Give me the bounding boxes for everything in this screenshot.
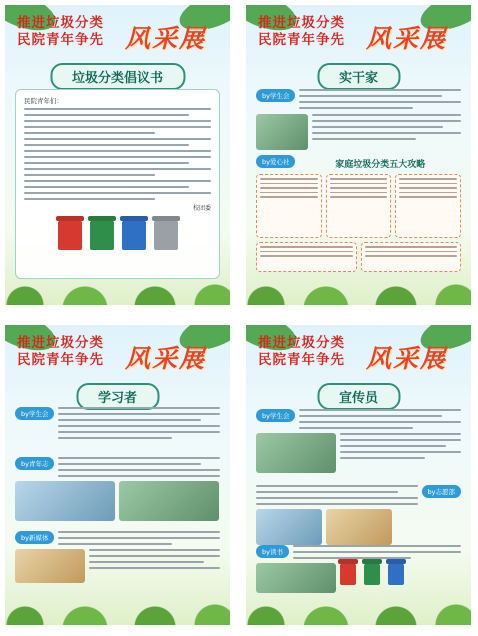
signoff: 校团委 bbox=[192, 205, 211, 212]
activity-photo bbox=[256, 563, 336, 593]
headline-line2: 民院青年争先 bbox=[258, 352, 345, 368]
poster-banner: 宣传员 bbox=[317, 383, 400, 410]
blue-bin-icon bbox=[388, 563, 404, 585]
proposal-card bbox=[15, 89, 220, 279]
poster-learners bbox=[5, 325, 230, 625]
headline-line2: 民院青年争先 bbox=[17, 32, 104, 48]
poster-banner: 学习者 bbox=[76, 383, 159, 410]
grass-decoration bbox=[5, 279, 230, 305]
poster-banner: 实干家 bbox=[317, 63, 400, 90]
strategy-section bbox=[256, 155, 461, 272]
activity-photo bbox=[15, 549, 85, 583]
greeting: 民院青年们： bbox=[24, 97, 63, 105]
tag: by学生会 bbox=[15, 407, 54, 420]
poster-promoters bbox=[246, 325, 471, 625]
section-2 bbox=[15, 457, 220, 521]
activity-photo bbox=[256, 433, 336, 473]
activity-photo bbox=[119, 481, 219, 521]
style-word: 风采展 bbox=[125, 24, 207, 53]
poster-header bbox=[17, 335, 104, 369]
gray-bin-icon bbox=[154, 220, 178, 250]
poster-header bbox=[258, 335, 345, 369]
headline-line2: 民院青年争先 bbox=[17, 352, 104, 368]
activity-photo bbox=[256, 114, 308, 150]
tag: by青年志 bbox=[15, 457, 54, 470]
red-bin-icon bbox=[340, 563, 356, 585]
section-3 bbox=[15, 531, 220, 583]
strategy-boxes bbox=[256, 174, 461, 238]
tag: by新媒体 bbox=[15, 531, 54, 544]
headline-line1: 推进垃圾分类 bbox=[258, 15, 345, 31]
red-bin-icon bbox=[58, 220, 82, 250]
headline-line1: 推进垃圾分类 bbox=[258, 335, 345, 351]
proposal-text bbox=[24, 108, 211, 200]
section-1 bbox=[256, 89, 461, 150]
poster-header bbox=[17, 15, 104, 49]
poster-banner: 垃圾分类倡议书 bbox=[50, 63, 185, 90]
section-2 bbox=[256, 485, 461, 545]
section-3 bbox=[256, 545, 461, 593]
section-title: 家庭垃圾分类五大攻略 bbox=[335, 160, 426, 170]
activity-photo bbox=[256, 509, 322, 545]
style-word: 风采展 bbox=[125, 344, 207, 373]
headline-line1: 推进垃圾分类 bbox=[17, 15, 104, 31]
tag: by爱心社 bbox=[256, 155, 295, 168]
style-word: 风采展 bbox=[366, 344, 448, 373]
tag: by读书 bbox=[256, 545, 289, 558]
tag: by志愿部 bbox=[422, 485, 461, 498]
activity-photo bbox=[326, 509, 392, 545]
grass-decoration bbox=[246, 279, 471, 305]
activity-photo bbox=[15, 481, 115, 521]
tag: by学生会 bbox=[256, 409, 295, 422]
headline-line2: 民院青年争先 bbox=[258, 32, 345, 48]
blue-bin-icon bbox=[122, 220, 146, 250]
section-1 bbox=[15, 407, 220, 439]
section-1 bbox=[256, 409, 461, 473]
grass-decoration bbox=[5, 599, 230, 625]
style-word: 风采展 bbox=[366, 24, 448, 53]
headline-line1: 推进垃圾分类 bbox=[17, 335, 104, 351]
grass-decoration bbox=[246, 599, 471, 625]
poster-header bbox=[258, 15, 345, 49]
tag: by学生会 bbox=[256, 89, 295, 102]
green-bin-icon bbox=[90, 220, 114, 250]
green-bin-icon bbox=[364, 563, 380, 585]
trash-bins-illustration bbox=[24, 220, 211, 250]
poster-doers bbox=[246, 5, 471, 305]
poster-proposal bbox=[5, 5, 230, 305]
